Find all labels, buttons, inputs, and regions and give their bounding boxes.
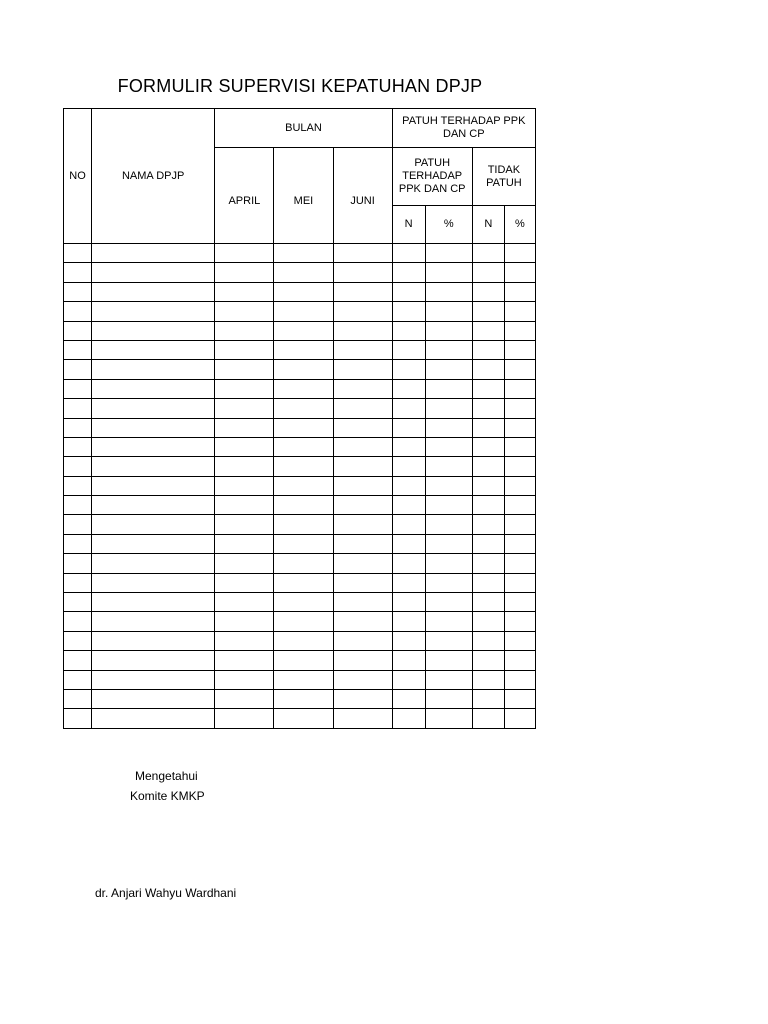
cell-patuh-percent bbox=[425, 670, 472, 689]
cell-patuh-percent bbox=[425, 263, 472, 282]
cell-patuh-n bbox=[392, 670, 425, 689]
cell-tidak-patuh-percent bbox=[504, 263, 535, 282]
cell-nama-dpjp bbox=[92, 670, 215, 689]
cell-no bbox=[64, 418, 92, 437]
header-no: NO bbox=[64, 109, 92, 244]
cell-april bbox=[215, 457, 274, 476]
cell-mei bbox=[274, 573, 333, 592]
cell-nama-dpjp bbox=[92, 379, 215, 398]
cell-tidak-patuh-n bbox=[472, 554, 504, 573]
cell-nama-dpjp bbox=[92, 457, 215, 476]
table-row bbox=[64, 631, 536, 650]
cell-patuh-n bbox=[392, 399, 425, 418]
cell-juni bbox=[333, 282, 392, 301]
table-row bbox=[64, 593, 536, 612]
table-row bbox=[64, 282, 536, 301]
cell-no bbox=[64, 593, 92, 612]
cell-juni bbox=[333, 302, 392, 321]
table-row bbox=[64, 709, 536, 728]
cell-patuh-percent bbox=[425, 496, 472, 515]
cell-patuh-percent bbox=[425, 457, 472, 476]
table-row bbox=[64, 670, 536, 689]
cell-patuh-percent bbox=[425, 360, 472, 379]
cell-tidak-patuh-n bbox=[472, 263, 504, 282]
cell-juni bbox=[333, 670, 392, 689]
cell-tidak-patuh-n bbox=[472, 244, 504, 263]
cell-no bbox=[64, 709, 92, 728]
cell-patuh-n bbox=[392, 496, 425, 515]
table-row bbox=[64, 554, 536, 573]
cell-tidak-patuh-percent bbox=[504, 340, 535, 359]
table-row bbox=[64, 437, 536, 456]
cell-april bbox=[215, 321, 274, 340]
table-row bbox=[64, 418, 536, 437]
cell-mei bbox=[274, 379, 333, 398]
cell-tidak-patuh-n bbox=[472, 457, 504, 476]
cell-nama-dpjp bbox=[92, 631, 215, 650]
cell-patuh-percent bbox=[425, 709, 472, 728]
cell-juni bbox=[333, 515, 392, 534]
table-row bbox=[64, 360, 536, 379]
cell-patuh-percent bbox=[425, 399, 472, 418]
cell-nama-dpjp bbox=[92, 612, 215, 631]
cell-tidak-patuh-percent bbox=[504, 496, 535, 515]
table-row bbox=[64, 263, 536, 282]
committee-label: Komite KMKP bbox=[130, 789, 205, 803]
table-row bbox=[64, 689, 536, 708]
cell-nama-dpjp bbox=[92, 282, 215, 301]
cell-april bbox=[215, 631, 274, 650]
cell-april bbox=[215, 282, 274, 301]
cell-juni bbox=[333, 244, 392, 263]
cell-juni bbox=[333, 457, 392, 476]
cell-tidak-patuh-n bbox=[472, 612, 504, 631]
cell-tidak-patuh-percent bbox=[504, 302, 535, 321]
cell-patuh-n bbox=[392, 282, 425, 301]
cell-juni bbox=[333, 263, 392, 282]
header-month-mei: MEI bbox=[274, 148, 333, 244]
cell-no bbox=[64, 282, 92, 301]
cell-no bbox=[64, 573, 92, 592]
cell-nama-dpjp bbox=[92, 437, 215, 456]
cell-tidak-patuh-n bbox=[472, 651, 504, 670]
header-nama-dpjp: NAMA DPJP bbox=[92, 109, 215, 244]
cell-tidak-patuh-percent bbox=[504, 244, 535, 263]
header-tidak-patuh-n: N bbox=[472, 206, 504, 244]
cell-tidak-patuh-n bbox=[472, 302, 504, 321]
table-row bbox=[64, 476, 536, 495]
cell-mei bbox=[274, 515, 333, 534]
cell-april bbox=[215, 340, 274, 359]
table-row bbox=[64, 244, 536, 263]
cell-tidak-patuh-percent bbox=[504, 457, 535, 476]
cell-mei bbox=[274, 302, 333, 321]
header-tidak-patuh-percent: % bbox=[504, 206, 535, 244]
cell-mei bbox=[274, 670, 333, 689]
cell-tidak-patuh-percent bbox=[504, 689, 535, 708]
cell-tidak-patuh-n bbox=[472, 534, 504, 553]
cell-juni bbox=[333, 593, 392, 612]
cell-tidak-patuh-percent bbox=[504, 670, 535, 689]
cell-patuh-n bbox=[392, 476, 425, 495]
table-row bbox=[64, 515, 536, 534]
cell-mei bbox=[274, 651, 333, 670]
cell-mei bbox=[274, 631, 333, 650]
cell-april bbox=[215, 573, 274, 592]
cell-tidak-patuh-percent bbox=[504, 379, 535, 398]
cell-mei bbox=[274, 437, 333, 456]
cell-juni bbox=[333, 534, 392, 553]
cell-mei bbox=[274, 709, 333, 728]
signatory-name: dr. Anjari Wahyu Wardhani bbox=[95, 886, 237, 900]
cell-tidak-patuh-n bbox=[472, 631, 504, 650]
cell-patuh-percent bbox=[425, 379, 472, 398]
cell-nama-dpjp bbox=[92, 302, 215, 321]
cell-patuh-n bbox=[392, 709, 425, 728]
cell-tidak-patuh-n bbox=[472, 418, 504, 437]
cell-mei bbox=[274, 534, 333, 553]
cell-mei bbox=[274, 554, 333, 573]
cell-tidak-patuh-n bbox=[472, 593, 504, 612]
cell-mei bbox=[274, 263, 333, 282]
cell-tidak-patuh-n bbox=[472, 360, 504, 379]
cell-patuh-n bbox=[392, 418, 425, 437]
cell-patuh-n bbox=[392, 534, 425, 553]
cell-tidak-patuh-n bbox=[472, 282, 504, 301]
cell-patuh-n bbox=[392, 302, 425, 321]
cell-patuh-percent bbox=[425, 476, 472, 495]
table-row bbox=[64, 457, 536, 476]
cell-april bbox=[215, 244, 274, 263]
cell-juni bbox=[333, 496, 392, 515]
cell-no bbox=[64, 554, 92, 573]
cell-tidak-patuh-n bbox=[472, 437, 504, 456]
cell-tidak-patuh-n bbox=[472, 321, 504, 340]
cell-patuh-n bbox=[392, 593, 425, 612]
cell-april bbox=[215, 418, 274, 437]
cell-juni bbox=[333, 554, 392, 573]
cell-april bbox=[215, 360, 274, 379]
cell-tidak-patuh-percent bbox=[504, 593, 535, 612]
cell-no bbox=[64, 515, 92, 534]
cell-patuh-n bbox=[392, 340, 425, 359]
cell-patuh-n bbox=[392, 360, 425, 379]
cell-nama-dpjp bbox=[92, 476, 215, 495]
cell-nama-dpjp bbox=[92, 593, 215, 612]
cell-nama-dpjp bbox=[92, 554, 215, 573]
cell-tidak-patuh-percent bbox=[504, 476, 535, 495]
cell-patuh-n bbox=[392, 651, 425, 670]
cell-no bbox=[64, 534, 92, 553]
table-row bbox=[64, 340, 536, 359]
cell-april bbox=[215, 689, 274, 708]
cell-tidak-patuh-percent bbox=[504, 360, 535, 379]
table-row bbox=[64, 496, 536, 515]
cell-tidak-patuh-percent bbox=[504, 631, 535, 650]
header-tidak-patuh: TIDAK PATUH bbox=[472, 148, 535, 206]
cell-april bbox=[215, 612, 274, 631]
table-row bbox=[64, 534, 536, 553]
cell-patuh-n bbox=[392, 457, 425, 476]
cell-mei bbox=[274, 496, 333, 515]
cell-juni bbox=[333, 360, 392, 379]
cell-no bbox=[64, 263, 92, 282]
cell-patuh-n bbox=[392, 689, 425, 708]
header-bulan: BULAN bbox=[215, 109, 392, 148]
cell-april bbox=[215, 515, 274, 534]
cell-april bbox=[215, 437, 274, 456]
cell-tidak-patuh-percent bbox=[504, 534, 535, 553]
cell-mei bbox=[274, 418, 333, 437]
header-patuh-percent: % bbox=[425, 206, 472, 244]
cell-patuh-n bbox=[392, 321, 425, 340]
cell-april bbox=[215, 496, 274, 515]
cell-patuh-percent bbox=[425, 302, 472, 321]
cell-patuh-percent bbox=[425, 515, 472, 534]
cell-april bbox=[215, 399, 274, 418]
cell-april bbox=[215, 476, 274, 495]
cell-patuh-percent bbox=[425, 282, 472, 301]
supervision-table bbox=[63, 108, 536, 729]
cell-mei bbox=[274, 340, 333, 359]
cell-april bbox=[215, 379, 274, 398]
cell-tidak-patuh-n bbox=[472, 379, 504, 398]
cell-juni bbox=[333, 709, 392, 728]
cell-nama-dpjp bbox=[92, 360, 215, 379]
cell-no bbox=[64, 360, 92, 379]
cell-nama-dpjp bbox=[92, 534, 215, 553]
cell-juni bbox=[333, 612, 392, 631]
cell-juni bbox=[333, 437, 392, 456]
cell-patuh-percent bbox=[425, 593, 472, 612]
cell-no bbox=[64, 612, 92, 631]
cell-nama-dpjp bbox=[92, 418, 215, 437]
cell-nama-dpjp bbox=[92, 573, 215, 592]
cell-mei bbox=[274, 321, 333, 340]
cell-patuh-n bbox=[392, 263, 425, 282]
cell-tidak-patuh-n bbox=[472, 670, 504, 689]
cell-tidak-patuh-percent bbox=[504, 418, 535, 437]
cell-april bbox=[215, 554, 274, 573]
cell-mei bbox=[274, 476, 333, 495]
cell-no bbox=[64, 302, 92, 321]
cell-patuh-percent bbox=[425, 244, 472, 263]
cell-no bbox=[64, 457, 92, 476]
cell-april bbox=[215, 670, 274, 689]
cell-no bbox=[64, 437, 92, 456]
cell-tidak-patuh-n bbox=[472, 496, 504, 515]
cell-tidak-patuh-n bbox=[472, 515, 504, 534]
acknowledged-label: Mengetahui bbox=[135, 769, 198, 783]
cell-tidak-patuh-percent bbox=[504, 554, 535, 573]
cell-patuh-percent bbox=[425, 612, 472, 631]
document-title: FORMULIR SUPERVISI KEPATUHAN DPJP bbox=[117, 76, 483, 96]
cell-nama-dpjp bbox=[92, 263, 215, 282]
table-row bbox=[64, 399, 536, 418]
table-row bbox=[64, 302, 536, 321]
cell-patuh-percent bbox=[425, 418, 472, 437]
cell-no bbox=[64, 689, 92, 708]
cell-april bbox=[215, 534, 274, 553]
cell-juni bbox=[333, 340, 392, 359]
cell-april bbox=[215, 651, 274, 670]
cell-tidak-patuh-percent bbox=[504, 399, 535, 418]
cell-nama-dpjp bbox=[92, 244, 215, 263]
cell-nama-dpjp bbox=[92, 689, 215, 708]
cell-nama-dpjp bbox=[92, 515, 215, 534]
cell-mei bbox=[274, 360, 333, 379]
cell-patuh-percent bbox=[425, 534, 472, 553]
table-row bbox=[64, 651, 536, 670]
cell-no bbox=[64, 321, 92, 340]
cell-tidak-patuh-percent bbox=[504, 573, 535, 592]
cell-tidak-patuh-percent bbox=[504, 515, 535, 534]
cell-patuh-n bbox=[392, 631, 425, 650]
cell-mei bbox=[274, 593, 333, 612]
cell-patuh-n bbox=[392, 437, 425, 456]
cell-april bbox=[215, 709, 274, 728]
cell-april bbox=[215, 263, 274, 282]
cell-tidak-patuh-percent bbox=[504, 282, 535, 301]
cell-patuh-n bbox=[392, 244, 425, 263]
cell-no bbox=[64, 496, 92, 515]
table-body bbox=[64, 244, 536, 729]
cell-patuh-n bbox=[392, 612, 425, 631]
cell-no bbox=[64, 244, 92, 263]
cell-patuh-percent bbox=[425, 554, 472, 573]
cell-juni bbox=[333, 573, 392, 592]
cell-april bbox=[215, 302, 274, 321]
cell-juni bbox=[333, 476, 392, 495]
cell-patuh-percent bbox=[425, 689, 472, 708]
header-month-april: APRIL bbox=[215, 148, 274, 244]
table-row bbox=[64, 612, 536, 631]
cell-tidak-patuh-percent bbox=[504, 321, 535, 340]
cell-patuh-percent bbox=[425, 340, 472, 359]
cell-tidak-patuh-percent bbox=[504, 612, 535, 631]
cell-patuh-n bbox=[392, 554, 425, 573]
cell-nama-dpjp bbox=[92, 399, 215, 418]
cell-tidak-patuh-n bbox=[472, 709, 504, 728]
cell-nama-dpjp bbox=[92, 709, 215, 728]
cell-tidak-patuh-n bbox=[472, 689, 504, 708]
cell-mei bbox=[274, 244, 333, 263]
table-row bbox=[64, 379, 536, 398]
header-patuh-group: PATUH TERHADAP PPK DAN CP bbox=[392, 109, 535, 148]
cell-tidak-patuh-n bbox=[472, 340, 504, 359]
cell-patuh-n bbox=[392, 379, 425, 398]
table-row bbox=[64, 321, 536, 340]
header-month-juni: JUNI bbox=[333, 148, 392, 244]
cell-juni bbox=[333, 379, 392, 398]
cell-juni bbox=[333, 399, 392, 418]
cell-april bbox=[215, 593, 274, 612]
header-row-1 bbox=[64, 109, 536, 148]
cell-nama-dpjp bbox=[92, 340, 215, 359]
cell-juni bbox=[333, 631, 392, 650]
cell-nama-dpjp bbox=[92, 651, 215, 670]
cell-patuh-n bbox=[392, 515, 425, 534]
cell-no bbox=[64, 631, 92, 650]
cell-mei bbox=[274, 689, 333, 708]
cell-tidak-patuh-percent bbox=[504, 651, 535, 670]
cell-juni bbox=[333, 651, 392, 670]
cell-tidak-patuh-percent bbox=[504, 437, 535, 456]
cell-patuh-percent bbox=[425, 573, 472, 592]
cell-no bbox=[64, 476, 92, 495]
cell-tidak-patuh-n bbox=[472, 399, 504, 418]
cell-no bbox=[64, 670, 92, 689]
cell-no bbox=[64, 651, 92, 670]
cell-juni bbox=[333, 418, 392, 437]
cell-tidak-patuh-percent bbox=[504, 709, 535, 728]
cell-patuh-percent bbox=[425, 437, 472, 456]
cell-no bbox=[64, 379, 92, 398]
cell-mei bbox=[274, 399, 333, 418]
cell-mei bbox=[274, 612, 333, 631]
cell-patuh-percent bbox=[425, 651, 472, 670]
cell-patuh-percent bbox=[425, 321, 472, 340]
cell-patuh-n bbox=[392, 573, 425, 592]
cell-no bbox=[64, 340, 92, 359]
cell-juni bbox=[333, 689, 392, 708]
cell-nama-dpjp bbox=[92, 496, 215, 515]
cell-tidak-patuh-n bbox=[472, 573, 504, 592]
cell-nama-dpjp bbox=[92, 321, 215, 340]
cell-mei bbox=[274, 457, 333, 476]
cell-tidak-patuh-n bbox=[472, 476, 504, 495]
cell-mei bbox=[274, 282, 333, 301]
cell-juni bbox=[333, 321, 392, 340]
table-row bbox=[64, 573, 536, 592]
cell-no bbox=[64, 399, 92, 418]
header-patuh: PATUH TERHADAP PPK DAN CP bbox=[392, 148, 472, 206]
header-patuh-n: N bbox=[392, 206, 425, 244]
cell-patuh-percent bbox=[425, 631, 472, 650]
